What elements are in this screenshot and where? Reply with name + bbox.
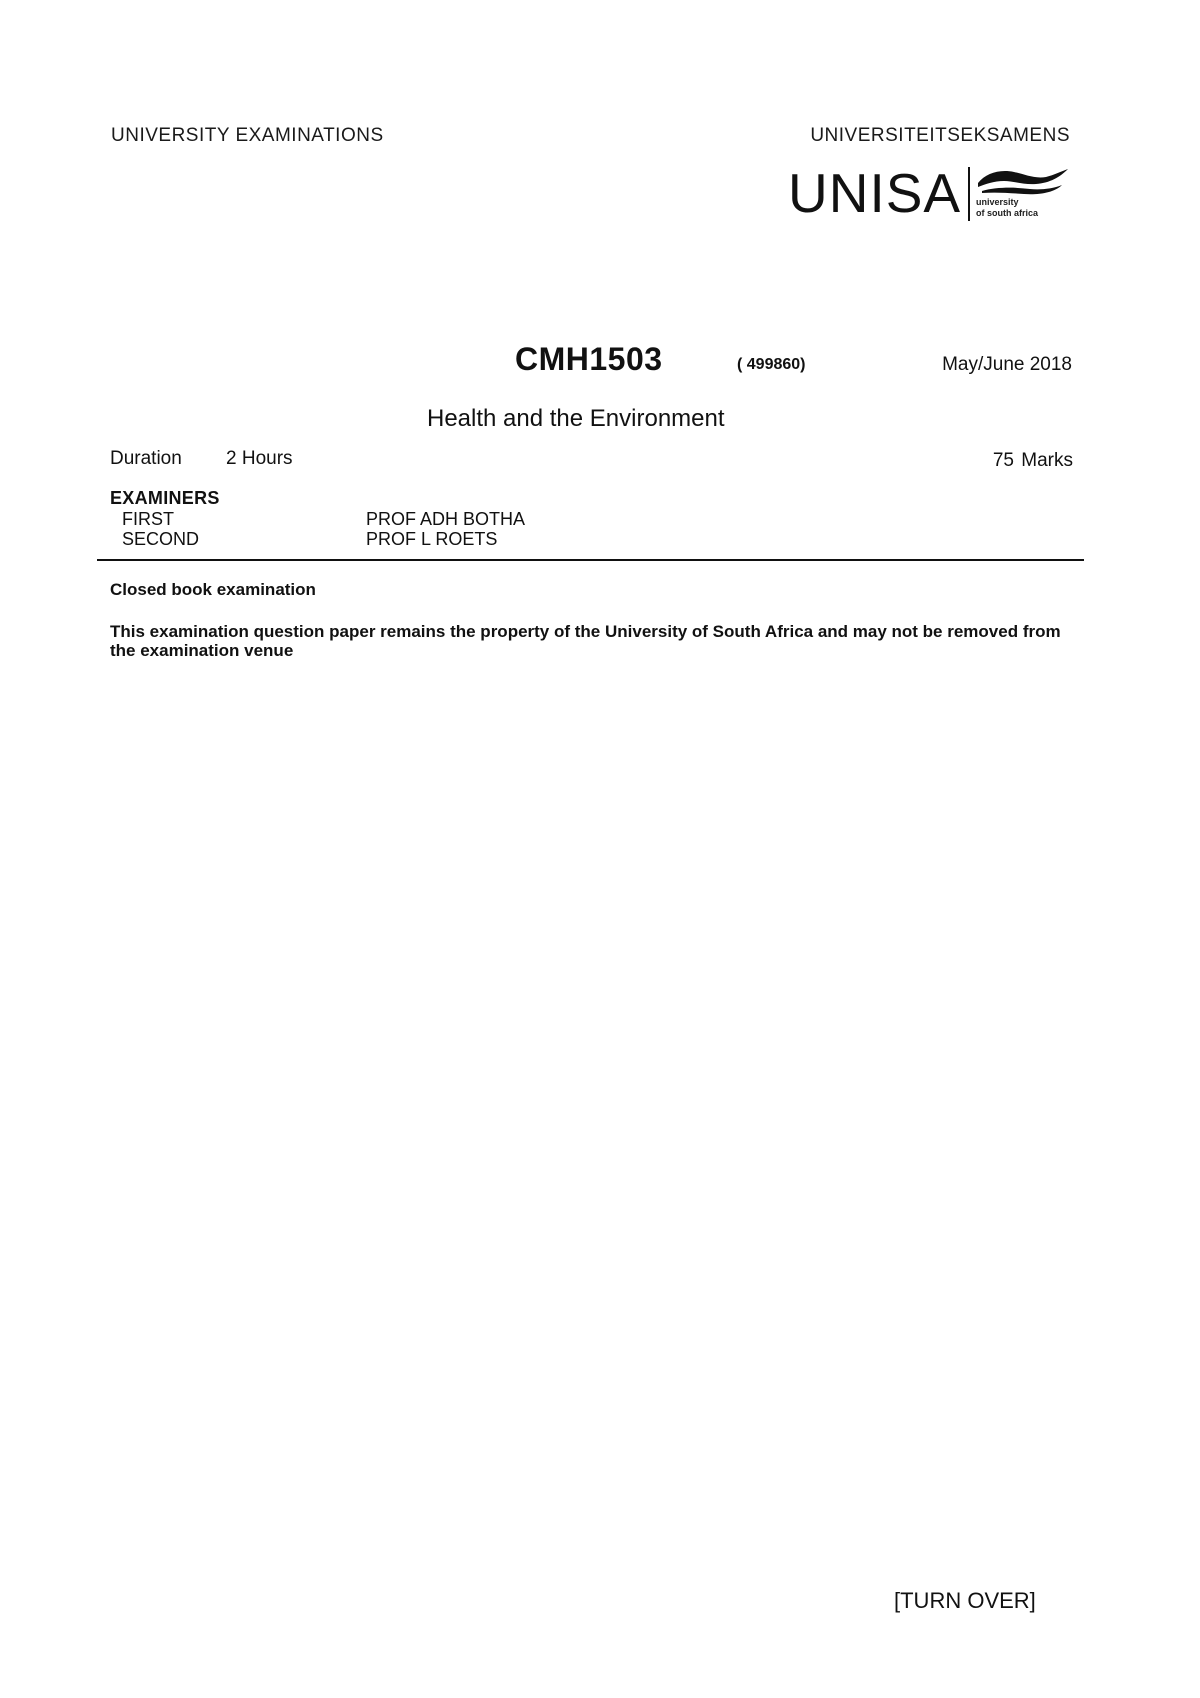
logo-wordmark: UNISA	[788, 162, 962, 224]
header-left: UNIVERSITY EXAMINATIONS	[111, 125, 384, 146]
turn-over-label: [TURN OVER]	[894, 1588, 1036, 1613]
logo-subtitle-line1: university	[976, 197, 1019, 207]
logo-divider	[968, 167, 970, 221]
unisa-bird-logo-icon	[974, 163, 1070, 197]
duration-label: Duration	[110, 448, 182, 469]
first-examiner-name: PROF ADH BOTHA	[366, 509, 526, 529]
logo-subtitle-line2: of south africa	[976, 208, 1039, 218]
exam-session: May/June 2018	[942, 354, 1072, 375]
first-examiner-label: FIRST	[122, 509, 174, 529]
duration-value: 2 Hours	[226, 448, 293, 469]
marks-value: 75	[992, 450, 1014, 471]
second-examiner-name: PROF L ROETS	[366, 529, 498, 549]
property-notice: This examination question paper remains the property of the University of South Africa and may not be removed from the examination venue	[110, 622, 1061, 660]
exam-number: ( 499860)	[737, 356, 806, 373]
subject-title: Health and the Environment	[427, 405, 725, 432]
marks-label: Marks	[1021, 450, 1073, 471]
second-examiner-label: SECOND	[122, 529, 200, 549]
header-divider	[97, 559, 1084, 561]
closed-book-note: Closed book examination	[110, 580, 316, 599]
course-code: CMH1503	[515, 341, 663, 377]
header-right: UNIVERSITEITSEKSAMENS	[810, 125, 1070, 146]
examiners-heading: EXAMINERS	[110, 488, 220, 508]
unisa-logo	[788, 163, 1072, 227]
